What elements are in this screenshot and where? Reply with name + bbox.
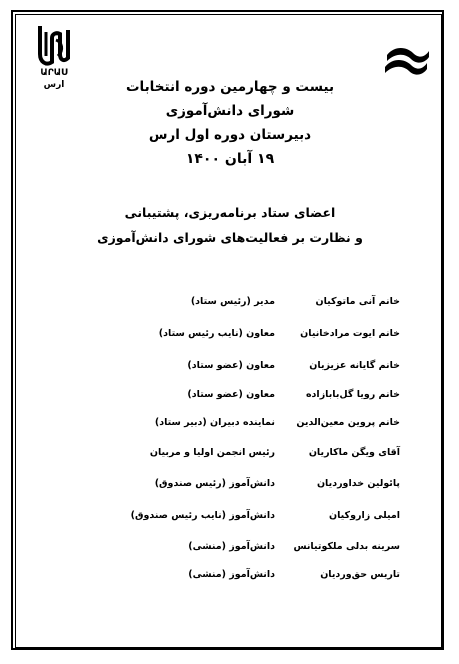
member-row	[60, 566, 400, 584]
member-role: معاون (عضو ستاد)	[187, 389, 275, 400]
member-name: آقای ویگن ماکاریان	[308, 447, 400, 458]
member-name: تاریس حق‌وردیان	[320, 569, 400, 580]
member-name: خانم پروین معین‌الدین	[296, 417, 400, 428]
member-name: خانم رویا گل‌بابازاده	[305, 389, 400, 400]
member-name: سرینه بدلی ملکوتیانس	[293, 541, 400, 552]
heading-line-1: بیست و چهارمین دوره انتخابات	[125, 79, 335, 95]
education-emblem	[383, 43, 431, 79]
member-role: رئیس انجمن اولیا و مربیان	[149, 447, 275, 458]
member-name: خانم گایانه عزیزیان	[309, 360, 400, 371]
member-name: خانم ایوت مرادخانیان	[300, 328, 400, 339]
member-role: نماینده دبیران (دبیر ستاد)	[154, 417, 275, 428]
member-role: دانش‌آموز (منشی)	[188, 569, 275, 580]
member-row	[60, 507, 400, 525]
member-row	[60, 444, 400, 462]
member-role: معاون (نایب رئیس ستاد)	[158, 328, 275, 339]
subtitle-line-2: و نظارت بر فعالیت‌های شورای دانش‌آموزی	[97, 230, 363, 245]
member-row	[60, 386, 400, 404]
member-role: دانش‌آموز (نایب رئیس صندوق)	[130, 510, 275, 521]
member-name: پائولین خداوردیان	[316, 478, 400, 489]
member-role: دانش‌آموز (منشی)	[188, 541, 275, 552]
member-row	[60, 475, 400, 493]
heading-line-2: شورای دانش‌آموزی	[165, 103, 295, 119]
logo-text-top: ԱՐԱՍ	[40, 68, 68, 78]
member-role: مدیر (رئیس ستاد)	[190, 296, 275, 307]
logo-text-bottom: ارس	[43, 80, 65, 90]
member-row	[60, 293, 400, 311]
member-name: امیلی زاروکیان	[329, 510, 400, 521]
member-name: خانم آنی ماتوکیان	[315, 296, 400, 307]
member-row	[60, 325, 400, 343]
heading-date: ۱۹ آبان ۱۴۰۰	[185, 151, 275, 167]
heading-line-3: دبیرستان دوره اول ارس	[148, 127, 312, 143]
member-row	[60, 538, 400, 556]
member-role: معاون (عضو ستاد)	[187, 360, 275, 371]
member-role: دانش‌آموز (رئیس صندوق)	[154, 478, 275, 489]
member-row	[60, 414, 400, 432]
subtitle-line-1: اعضای ستاد برنامه‌ریزی، پشتیبانی	[124, 205, 336, 220]
member-row	[60, 357, 400, 375]
